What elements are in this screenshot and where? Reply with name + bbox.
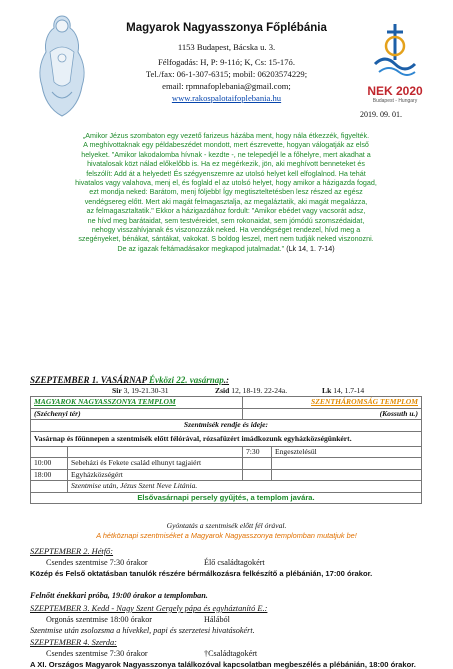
mass-time: 7:30	[243, 446, 272, 458]
church-left: MAGYAROK NAGYASSZONYA TEMPLOM	[31, 397, 243, 409]
place-left: (Széchenyi tér)	[31, 408, 243, 420]
quote-line: felszólít: Add át a helyedet! És szégyenszemre az utolsó helyet kell elfoglalnod. Ha tehát	[86, 169, 366, 178]
day-intention: Hálából	[204, 615, 230, 624]
nek-emblem-icon	[363, 20, 427, 80]
quote-line: vendégsereg előtt. Mert aki magát felmagasztalja, az megaláztatik, aki magát megalázza,	[84, 197, 368, 206]
quote-line: ne hívd meg barátaidat, sem testvéreidet, sem rokonaidat, sem jómódú szomszédaidat,	[87, 216, 365, 225]
day-italic-note: Szentmise után zsolozsma a hívekkel, papi és szerzetesi hivatásokért.	[30, 626, 255, 635]
adoration-note: Vasárnap és főünnepen a szentmisék előtt félórával, rózsafüzért imádkozunk egyházközségünkért.	[31, 431, 422, 446]
table-row	[31, 481, 422, 493]
quote-line: ezt mondja neked: Barátom, menj följebb! Így megtiszteltetésben lesz részed az egész	[89, 188, 363, 197]
day-heading: SZEPTEMBER 3. Kedd - Nagy Szent Gergely pápa és egyháztanító E.:	[30, 604, 268, 613]
collection-note: Elsővasárnapi persely gyűjtés, a templom javára.	[31, 492, 422, 504]
gospel-quote	[40, 132, 412, 254]
sunday-evangelium: Évközi 22. vasárnap	[149, 375, 224, 385]
church-right: SZENTHÁROMSÁG TEMPLOM	[243, 397, 422, 409]
day-intention: Élő családtagokért	[204, 558, 265, 567]
nek-logo	[363, 20, 427, 112]
parish-title: Magyarok Nagyasszonya Főplébánia	[126, 22, 327, 34]
mass-intention: Sebeházi és Fekete család elhunyt tagjaiért	[68, 458, 243, 470]
day-mass: Csendes szentmise 7:30 órakor	[46, 649, 148, 658]
sunday-title: SZEPTEMBER 1. VASÁRNAP Évközi 22. vasárnap.:	[30, 375, 230, 385]
mass-time: 10:00	[31, 458, 68, 470]
day-bold-note: A XI. Országos Magyarok Nagyasszonya találkozóval kapcsolatban megbeszélés a plébánián, 18:00 órakor.	[30, 660, 416, 669]
day-heading: SZEPTEMBER 4. Szerda:	[30, 638, 117, 647]
quote-line: az felmagasztaltatik." Ekkor a házigazdához fordult: "Amikor ebédet vagy vacsorát adsz,	[86, 207, 366, 216]
day-mass: Orgonás szentmise 18:00 órakor	[46, 615, 153, 624]
mass-intention: Egyházközségért	[68, 469, 243, 481]
table-row	[31, 492, 422, 504]
table-row	[31, 458, 422, 470]
table-row	[31, 469, 422, 481]
quote-line: helyeket. "Amikor lakodalomba hívnak - kezdte -, ne telepedjél le a főhelyre, mert akadhat a	[81, 150, 371, 159]
reading-3: Lk 14, 1.7-14	[322, 386, 365, 395]
confession-note: Gyóntatás a szentmisék előtt fél órával.	[166, 521, 287, 530]
quote-line: hivatalosak közt nálad előkelőbb is. Ha ez megérkezik, jön, aki meghívott benneteket és	[87, 160, 365, 169]
place-right: (Kossuth u.)	[243, 408, 422, 420]
quote-line: A meghívottaknak egy példabeszédet mondott, mert észrevette, hogyan válogatják az első	[83, 141, 369, 150]
nek-sub: Budapest - Hungary	[372, 98, 418, 104]
table-row	[31, 408, 422, 420]
nek-label: NEK 2020	[367, 84, 423, 98]
mass-time: 18:00	[31, 469, 68, 481]
quote-line: „Amikor Jézus szombaton egy vezető farizeus házába ment, hogy nála étkezzék, figyelték.	[82, 132, 370, 140]
day-intention: †Családtagokért	[204, 649, 258, 658]
quote-reference: (Lk 14, 1. 7-14)	[286, 244, 335, 253]
mass-intention: Engesztelésül	[272, 446, 422, 458]
day-bold-note: Közép és Felső oktatásban tanulók részére bérmálkozásra felkészítő a plébánián, 17:00 órakor.	[30, 569, 373, 578]
after-mass-note: Szentmise után, Jézus Szent Neve Litánia.	[68, 481, 422, 493]
quote-line: hivatalos vagy valahova, menj el, és foglald el az utolsó helyet, hogy amikor a házigazda fogad,	[75, 179, 377, 188]
day-heading: SZEPTEMBER 2. Hétfő:	[30, 547, 114, 556]
table-row	[31, 397, 422, 409]
parish-address: 1153 Budapest, Bácska u. 3.	[177, 42, 276, 52]
reading-2: Zsid 12, 18-19. 22-24a.	[215, 386, 288, 395]
office-hours: Félfogadás: H, P: 9-11ó; K, Cs: 15-17ó.	[158, 57, 295, 67]
day-mass: Csendes szentmise 7:30 órakor	[46, 558, 148, 567]
day-italic-note: Felnőtt énekkari próba, 19:00 órakor a templomban.	[30, 591, 208, 600]
bulletin-date: 2019. 09. 01.	[360, 110, 402, 119]
reading-1: Sir 3, 19-21.30-31	[112, 386, 169, 395]
website-link[interactable]: www.rakospalotaifoplebania.hu	[171, 93, 282, 103]
quote-line: nehogy visszahívjanak és viszonozzák neked. Ha vendégséget rendezel, hívd meg a	[91, 226, 361, 235]
mass-header: Szentmisék rendje és ideje:	[31, 420, 422, 432]
quote-last-line: De az igazak feltámadásakor megkapod jutalmadat."	[117, 244, 285, 253]
weekday-notice: A hétköznapi szentmiséket a Magyarok Nagyasszonya templomban mutatjuk be!	[96, 531, 357, 540]
table-row	[31, 446, 422, 458]
quote-line: szegényeket, bénákat, sántákat, vakokat. S boldog leszel, mert nem tudják neked viszonozni.	[78, 235, 374, 244]
email-line: email: rpmnafoplebania@gmail.com;	[162, 81, 291, 91]
table-row	[31, 431, 422, 446]
table-row	[31, 420, 422, 432]
phone-line: Tel./fax: 06-1-307-6315; mobil: 06203574229;	[145, 69, 308, 79]
sunday-schedule-table	[30, 396, 422, 504]
